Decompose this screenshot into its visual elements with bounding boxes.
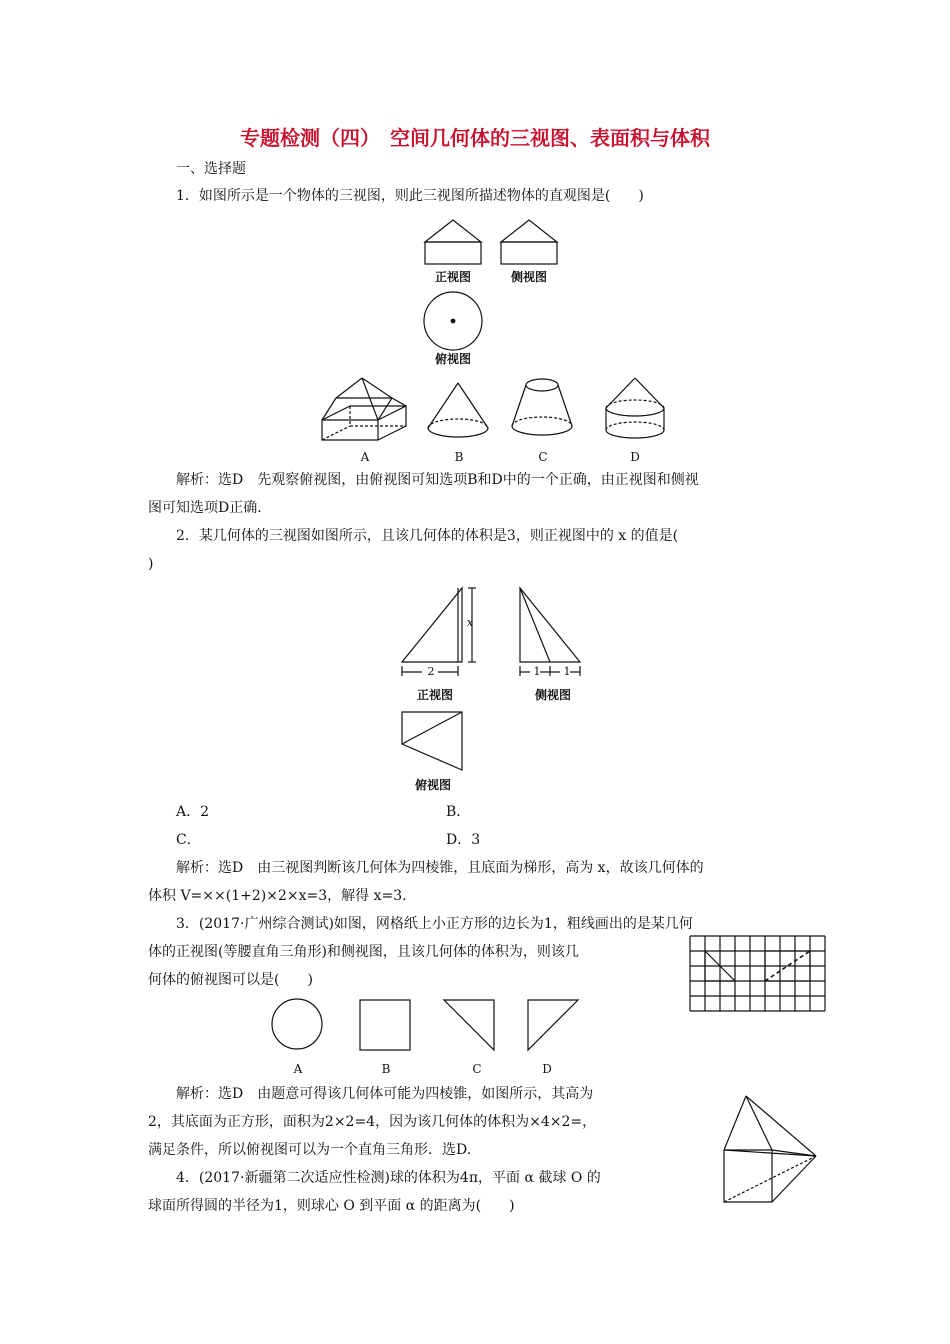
q4-stem-line2: 球面所得圆的半径为1，则球心 O 到平面 α 的距离为( ) [148, 1198, 515, 1214]
q1-side-label: 侧视图 [510, 270, 547, 284]
q2-option-d: D．3 [446, 832, 481, 848]
q1-top-label: 俯视图 [434, 352, 471, 366]
q3-analysis-line3: 满足条件，所以俯视图可以为一个直角三角形．选D. [148, 1142, 472, 1158]
q1-side-view [499, 218, 559, 266]
q2-front-label: 正视图 [416, 688, 453, 702]
q1-front-view [423, 218, 483, 266]
q1-option-a-figure [320, 376, 410, 446]
q1-option-b-label: B [454, 450, 464, 464]
q2-option-b: B． [446, 804, 471, 820]
q2-stem-line2: ) [148, 556, 154, 572]
q2-analysis-line2: 体积 V=××(1+2)×2×x=3，解得 x=3. [148, 888, 407, 904]
q3-analysis-line2: 2，其底面为正方形，面积为2×2=4，因为该几何体的体积为×4×2=， [148, 1114, 597, 1130]
q2-top-label: 俯视图 [414, 778, 451, 792]
q3-analysis-line1: 解析：选D 由题意可得该几何体可能为四棱锥，如图所示，其高为 [176, 1086, 594, 1102]
q2-analysis-line1: 解析：选D 由三视图判断该几何体为四棱锥，且底面为梯形，高为 x，故该几何体的 [176, 860, 704, 876]
q2-option-c: C． [176, 832, 201, 848]
q4-stem-line1: 4．(2017·新疆第二次适应性检测)球的体积为4π，平面 α 截球 O 的 [176, 1170, 601, 1186]
q1-option-c-label: C [538, 450, 548, 464]
q1-option-c-figure [508, 376, 578, 444]
q1-option-d-label: D [630, 450, 640, 464]
q3-option-d-figure [526, 998, 582, 1052]
q2-side-label: 侧视图 [534, 688, 571, 702]
q3-stem-line2: 体的正视图(等腰直角三角形)和侧视图，且该几何体的体积为，则该几 [148, 944, 579, 960]
q1-top-view [422, 290, 484, 352]
q3-solution-pyramid [718, 1090, 822, 1210]
q1-stem: 1．如图所示是一个物体的三视图，则此三视图所描述物体的直观图是( ) [176, 188, 644, 204]
q2-dim-2: 2 [427, 665, 435, 678]
section-heading: 一、选择题 [176, 161, 246, 177]
q1-analysis-line1: 解析：选D 先观察俯视图，由俯视图可知选项B和D中的一个正确，由正视图和侧视 [176, 472, 699, 488]
q2-front-view [398, 584, 486, 680]
q3-option-a-figure [270, 998, 326, 1052]
q2-dim-1a: 1 [533, 665, 541, 678]
q1-option-a-label: A [360, 450, 370, 464]
page-title: 专题检测（四） 空间几何体的三视图、表面积与体积 [240, 126, 710, 150]
q3-option-c-label: C [472, 1062, 482, 1076]
q2-top-view [398, 708, 468, 772]
q1-option-b-figure [424, 380, 494, 444]
q2-dim-1b: 1 [563, 665, 571, 678]
q3-stem-line3: 何体的俯视图可以是( ) [148, 972, 313, 988]
q3-option-c-figure [442, 998, 498, 1052]
q2-stem-line1: 2．某几何体的三视图如图所示，且该几何体的体积是3，则正视图中的 x 的值是( [176, 528, 679, 544]
q3-option-b-figure [358, 998, 414, 1052]
q1-option-d-figure [600, 376, 672, 446]
q2-dim-x: x [466, 616, 474, 629]
q3-option-a-label: A [293, 1062, 303, 1076]
q1-analysis-line2: 图可知选项D正确． [148, 500, 272, 516]
q3-option-b-label: B [381, 1062, 391, 1076]
q2-option-a: A．2 [176, 804, 210, 820]
q2-side-view [516, 584, 586, 680]
q1-front-label: 正视图 [434, 270, 471, 284]
q3-stem-line1: 3．(2017·广州综合测试)如图，网格纸上小正方形的边长为1，粗线画出的是某几何 [176, 916, 693, 932]
q3-option-d-label: D [542, 1062, 552, 1076]
q3-grid-figure [690, 936, 826, 1014]
